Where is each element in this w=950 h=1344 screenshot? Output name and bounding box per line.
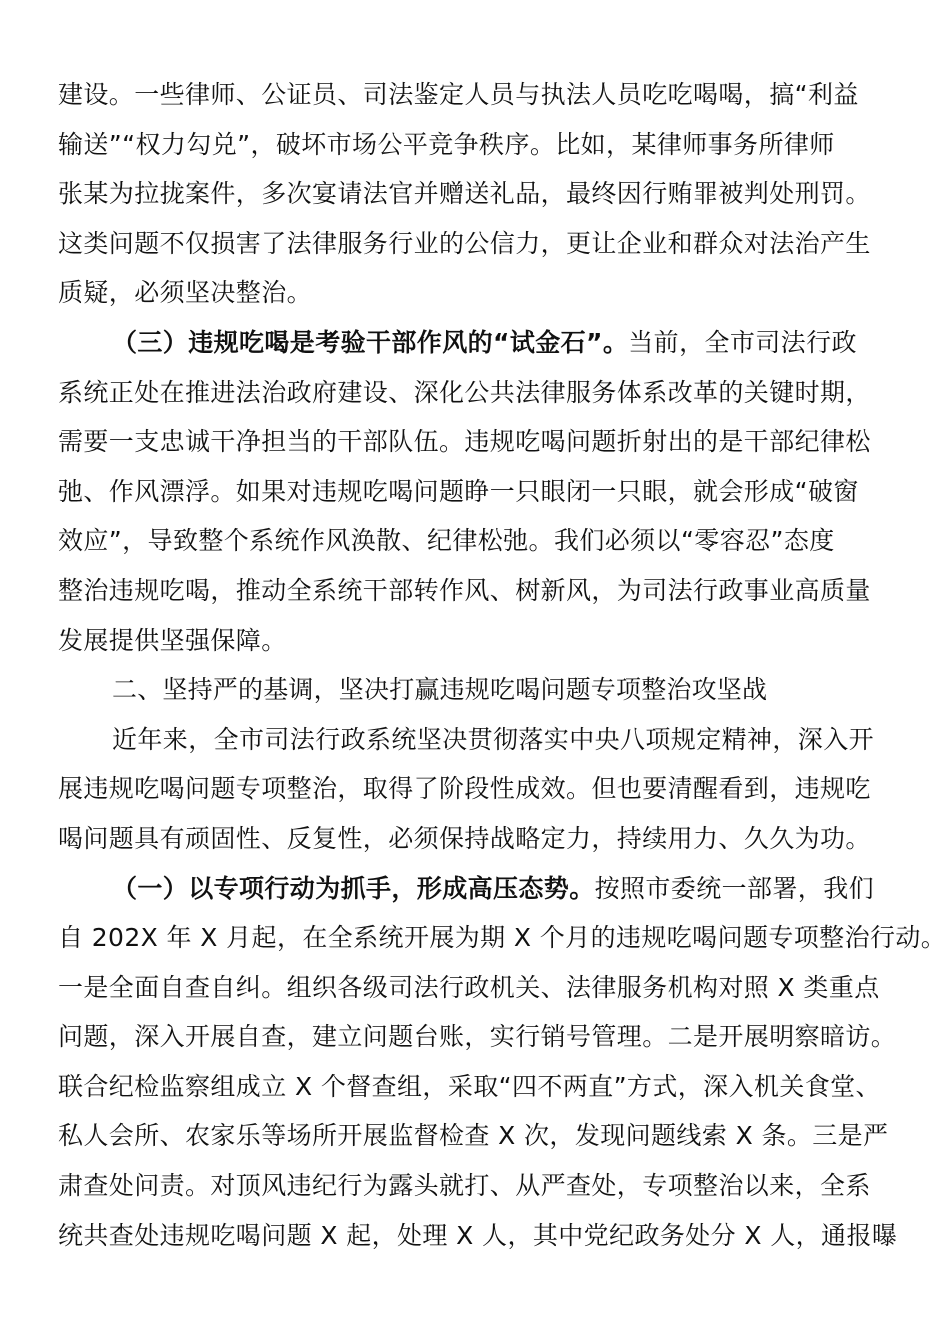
text-line: 喝问题具有顽固性、反复性，必须保持战略定力，持续用力、久久为功。 [58,823,871,853]
subsection-lead: （一）以专项行动为抓手，形成高压态势。 [112,873,595,903]
text-line: 系统正处在推进法治政府建设、深化公共法律服务体系改革的关键时期， [58,377,871,407]
text-line: 这类问题不仅损害了法律服务行业的公信力，更让企业和群众对法治产生 [58,228,871,258]
text-line: 质疑，必须坚决整治。 [58,278,313,308]
subsection-lead: （三）违规吃喝是考验干部作风的“试金石”。 [112,327,629,357]
text-line: 一是全面自查自纠。组织各级司法行政机关、法律服务机构对照 X 类重点 [58,972,880,1002]
text-line: 统共查处违规吃喝问题 X 起，处理 X 人，其中党纪政务处分 X 人，通报曝 [58,1220,898,1250]
text-line: 展违规吃喝问题专项整治，取得了阶段性成效。但也要清醒看到，违规吃 [58,774,871,804]
subsection-one [58,864,947,1261]
paragraph-intro [58,715,886,864]
text-line: 自 202X 年 X 月起，在全系统开展为期 X 个月的违规吃喝问题专项整治行动。 [58,923,947,953]
text-line: 整治违规吃喝，推动全系统干部转作风、树新风，为司法行政事业高质量 [58,575,871,605]
paragraph-continuation [58,70,886,318]
subsection-first-line [58,318,886,368]
subsection-three [58,318,886,665]
text-line: 张某为拉拢案件，多次宴请法官并赠送礼品，最终因行贿罪被判处刑罚。 [58,179,871,209]
text-line: 需要一支忠诚干净担当的干部队伍。违规吃喝问题折射出的是干部纪律松 [58,427,871,457]
text-line: 效应”，导致整个系统作风涣散、纪律松弛。我们必须以“零容忍”态度 [58,526,835,556]
subsection-first-line [58,864,886,914]
text-line: 肃查处问责。对顶风违纪行为露头就打、从严查处，专项整治以来，全系 [58,1171,871,1201]
section-heading: 二、坚持严的基调，坚决打赢违规吃喝问题专项整治攻坚战 [112,675,768,705]
text-line: 建设。一些律师、公证员、司法鉴定人员与执法人员吃吃喝喝，搞“利益 [58,80,859,109]
text-line: 输送”“权力勾兑”，破坏市场公平竞争秩序。比如，某律师事务所律师 [58,129,835,159]
subsection-lead-rest: 按照市委统一部署，我们 [594,873,875,903]
subsection-lead-rest: 当前，全市司法行政 [628,327,857,357]
text-line: 私人会所、农家乐等场所开展监督检查 X 次，发现问题线索 X 条。三是严 [58,1121,889,1151]
text-line: 近年来，全市司法行政系统坚决贯彻落实中央八项规定精神，深入开 [112,724,875,754]
text-line: 弛、作风漂浮。如果对违规吃喝问题睁一只眼闭一只眼，就会形成“破窗 [58,476,859,506]
text-line: 联合纪检监察组成立 X 个督查组，采取“四不两直”方式，深入机关食堂、 [58,1071,881,1101]
text-line: 发展提供坚强保障。 [58,625,287,655]
text-line: 问题，深入开展自查，建立问题台账，实行销号管理。二是开展明察暗访。 [58,1022,897,1052]
